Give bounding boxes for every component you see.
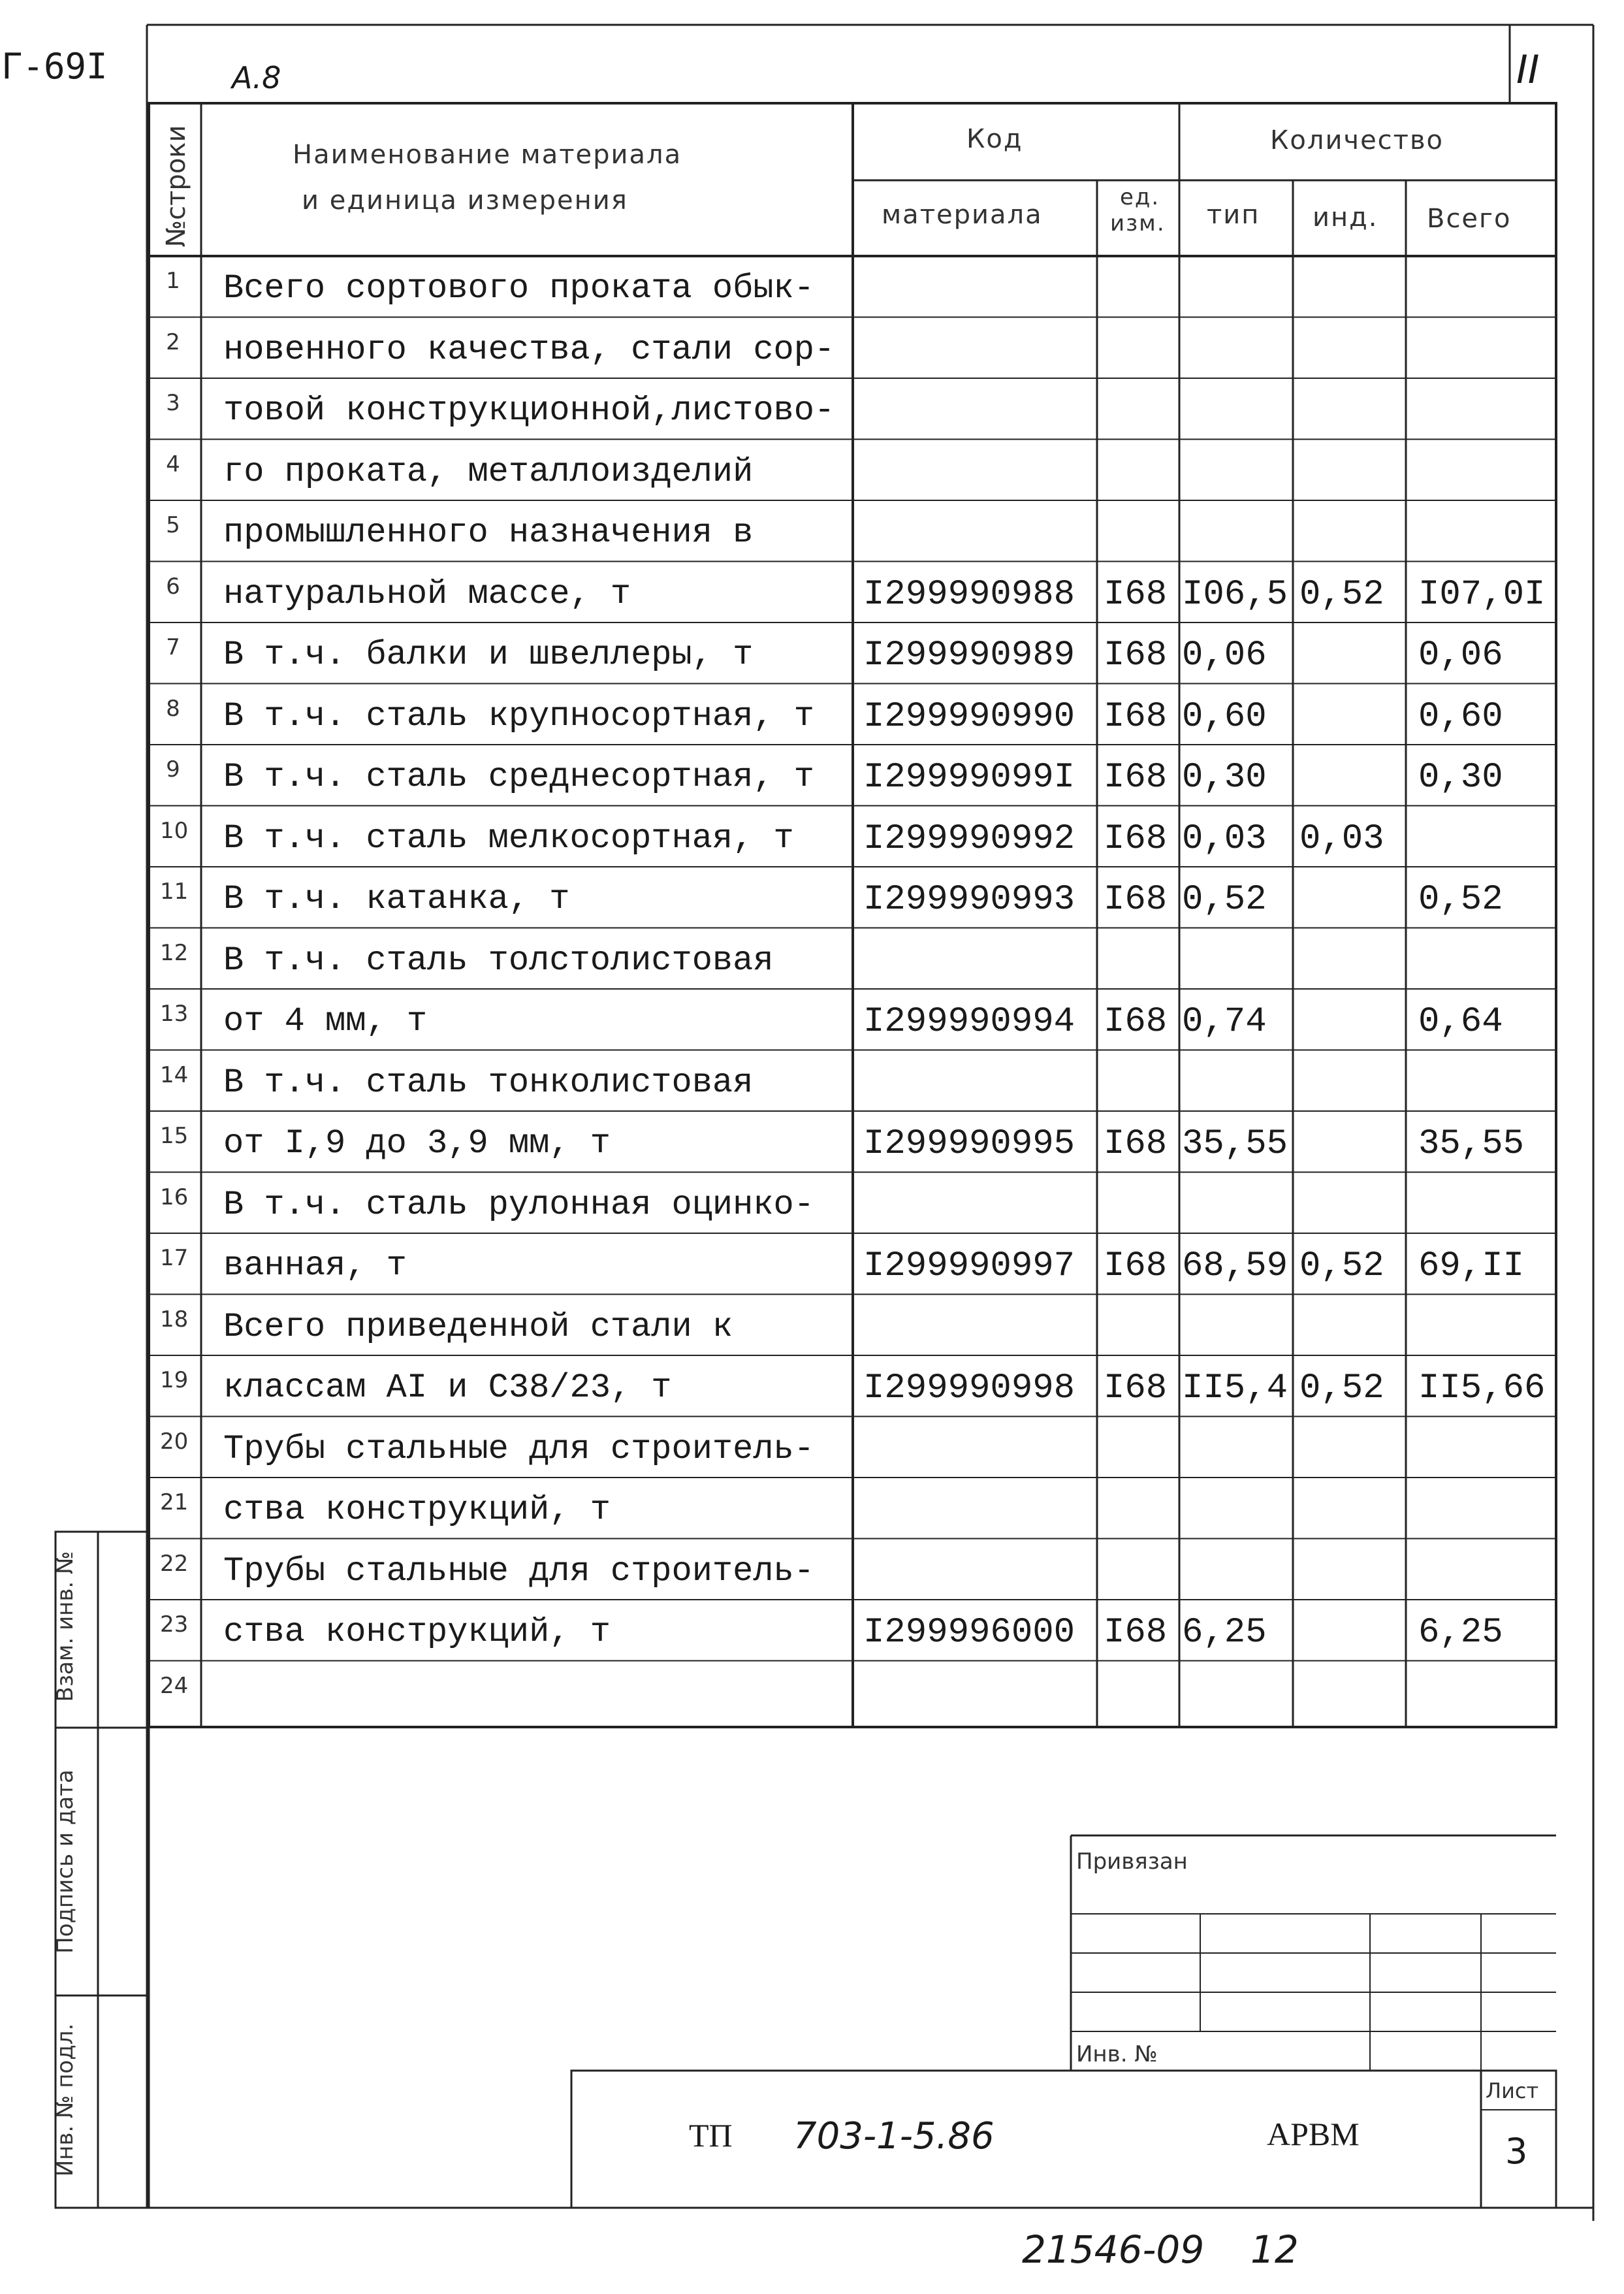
type-header: тип: [1207, 200, 1260, 230]
material-header: материала: [882, 200, 1043, 230]
cell-name: новенного качества, стали сор-: [223, 330, 835, 369]
row-number: 8: [166, 695, 180, 722]
row-number: 14: [160, 1061, 189, 1088]
cell-unit: I68: [1104, 1002, 1168, 1042]
cell-typ: 0,30: [1182, 758, 1267, 798]
cell-code: I299996000: [863, 1613, 1075, 1653]
row-number: 1: [166, 268, 180, 294]
cell-unit: I68: [1104, 1246, 1168, 1286]
row-number: 17: [160, 1245, 189, 1271]
cell-unit: I68: [1104, 696, 1168, 737]
cell-unit: I68: [1104, 758, 1168, 798]
row-number: 11: [160, 879, 189, 905]
cell-total: 0,64: [1418, 1002, 1503, 1042]
document-mark: АРВМ: [1267, 2116, 1360, 2152]
tp-label: ТП: [689, 2117, 733, 2154]
cell-name: Всего сортового проката обык-: [223, 269, 814, 308]
sheet-label: Лист: [1486, 2078, 1539, 2103]
cell-name: В т.ч. балки и швеллеры, т: [223, 636, 754, 674]
cell-name: натуральной массе, т: [223, 574, 631, 613]
row-number: 24: [160, 1672, 189, 1699]
cell-ind: 0,52: [1299, 1246, 1384, 1286]
total-header: Всего: [1427, 204, 1512, 234]
sheet-code: Г-69I: [1, 46, 108, 87]
row-number: 19: [160, 1367, 189, 1393]
row-number: 18: [160, 1306, 189, 1333]
row-number: 12: [160, 939, 189, 966]
cell-code: I299990994: [863, 1002, 1075, 1042]
name-header-line1: Наименование материала: [293, 140, 682, 170]
cell-unit: I68: [1104, 636, 1168, 675]
cell-code: I29999099I: [863, 758, 1075, 798]
cell-typ: 0,60: [1182, 696, 1267, 737]
format-mark: А.8: [232, 60, 281, 95]
quantity-group-header: Количество: [1270, 125, 1444, 155]
cell-total: 0,52: [1418, 880, 1503, 920]
row-number: 16: [160, 1184, 189, 1210]
cell-code: I299990993: [863, 880, 1075, 920]
handwritten-page: 12: [1250, 2227, 1299, 2272]
row-number: 5: [166, 512, 180, 538]
cell-name: ства конструкций, т: [223, 1491, 611, 1529]
cell-name: от I,9 до 3,9 мм, т: [223, 1124, 611, 1163]
cell-ind: 0,52: [1299, 574, 1384, 615]
cell-typ: 68,59: [1182, 1246, 1288, 1286]
row-number: 2: [166, 329, 180, 355]
row-number: 6: [166, 573, 180, 600]
row-number: 22: [160, 1550, 189, 1577]
unit-header-line2: изм.: [1110, 210, 1166, 236]
cell-total: 6,25: [1418, 1613, 1503, 1653]
inv-orig-label: Инв. № подл.: [52, 2023, 78, 2177]
cell-name: В т.ч. катанка, т: [223, 880, 570, 918]
inv-no-label: Инв. №: [1076, 2041, 1158, 2067]
cell-typ: 0,52: [1182, 880, 1267, 920]
row-number: 21: [160, 1489, 189, 1515]
row-number: 3: [166, 390, 180, 416]
cell-unit: I68: [1104, 818, 1168, 859]
row-number: 7: [166, 634, 180, 660]
project-number: 703-1-5.86: [793, 2115, 995, 2157]
replace-inv-label: Взам. инв. №: [52, 1551, 78, 1702]
cell-total: I07,0I: [1418, 574, 1546, 615]
cell-name: ванная, т: [223, 1246, 407, 1285]
cell-name: промышленного назначения в: [223, 513, 754, 552]
cell-total: II5,66: [1418, 1368, 1546, 1408]
cell-name: го проката, металлоизделий: [223, 452, 754, 491]
unit-header-line1: ед.: [1120, 184, 1160, 210]
sheet-number: 3: [1505, 2131, 1528, 2172]
cell-typ: 35,55: [1182, 1124, 1288, 1164]
cell-typ: 0,74: [1182, 1002, 1267, 1042]
cell-typ: 0,06: [1182, 636, 1267, 675]
cell-code: I299990998: [863, 1368, 1075, 1408]
cell-code: I299990992: [863, 818, 1075, 859]
rows-column-header: №строки: [161, 125, 191, 248]
cell-name: В т.ч. сталь толстолистовая: [223, 941, 774, 980]
cell-name: классам АI и С38/23, т: [223, 1368, 672, 1407]
cell-total: 0,60: [1418, 696, 1503, 737]
cell-code: I299990989: [863, 636, 1075, 675]
cell-unit: I68: [1104, 1124, 1168, 1164]
cell-name: В т.ч. сталь рулонная оцинко-: [223, 1185, 814, 1224]
cell-total: 35,55: [1418, 1124, 1525, 1164]
row-number: 9: [166, 756, 180, 783]
cell-name: В т.ч. сталь среднесортная, т: [223, 758, 814, 796]
cell-name: от 4 мм, т: [223, 1002, 428, 1041]
code-group-header: Код: [966, 124, 1023, 154]
cell-code: I299990997: [863, 1246, 1075, 1286]
cell-ind: 0,03: [1299, 818, 1384, 859]
cell-unit: I68: [1104, 880, 1168, 920]
cell-name: В т.ч. сталь крупносортная, т: [223, 696, 814, 735]
bound-label: Привязан: [1076, 1849, 1188, 1875]
cell-typ: 0,03: [1182, 818, 1267, 859]
row-number: 13: [160, 1001, 189, 1027]
cell-name: товой конструкционной,листово-: [223, 391, 835, 430]
name-header-line2: и единица измерения: [302, 186, 628, 216]
individual-header: инд.: [1313, 202, 1378, 233]
page-mark: II: [1516, 47, 1540, 93]
cell-name: Трубы стальные для строитель-: [223, 1551, 814, 1591]
cell-unit: I68: [1104, 1613, 1168, 1653]
row-number: 15: [160, 1123, 189, 1149]
sign-date-label: Подпись и дата: [52, 1769, 78, 1954]
document-number: 21546-09: [1022, 2227, 1205, 2272]
cell-name: В т.ч. сталь тонколистовая: [223, 1063, 754, 1102]
cell-name: ства конструкций, т: [223, 1613, 611, 1651]
cell-name: Трубы стальные для строитель-: [223, 1429, 814, 1468]
row-number: 23: [160, 1611, 189, 1638]
cell-total: 0,30: [1418, 758, 1503, 798]
cell-typ: 6,25: [1182, 1613, 1267, 1653]
row-number: 20: [160, 1428, 189, 1455]
row-number: 4: [166, 451, 180, 477]
cell-unit: I68: [1104, 574, 1168, 615]
cell-typ: I06,5: [1182, 574, 1288, 615]
row-number: 10: [160, 817, 189, 844]
cell-code: I299990988: [863, 574, 1075, 615]
cell-code: I299990990: [863, 696, 1075, 737]
cell-total: 69,II: [1418, 1246, 1525, 1286]
cell-code: I299990995: [863, 1124, 1075, 1164]
cell-name: Всего приведенной стали к: [223, 1307, 733, 1346]
cell-typ: II5,4: [1182, 1368, 1288, 1408]
cell-ind: 0,52: [1299, 1368, 1384, 1408]
cell-name: В т.ч. сталь мелкосортная, т: [223, 818, 794, 858]
cell-total: 0,06: [1418, 636, 1503, 675]
cell-unit: I68: [1104, 1368, 1168, 1408]
